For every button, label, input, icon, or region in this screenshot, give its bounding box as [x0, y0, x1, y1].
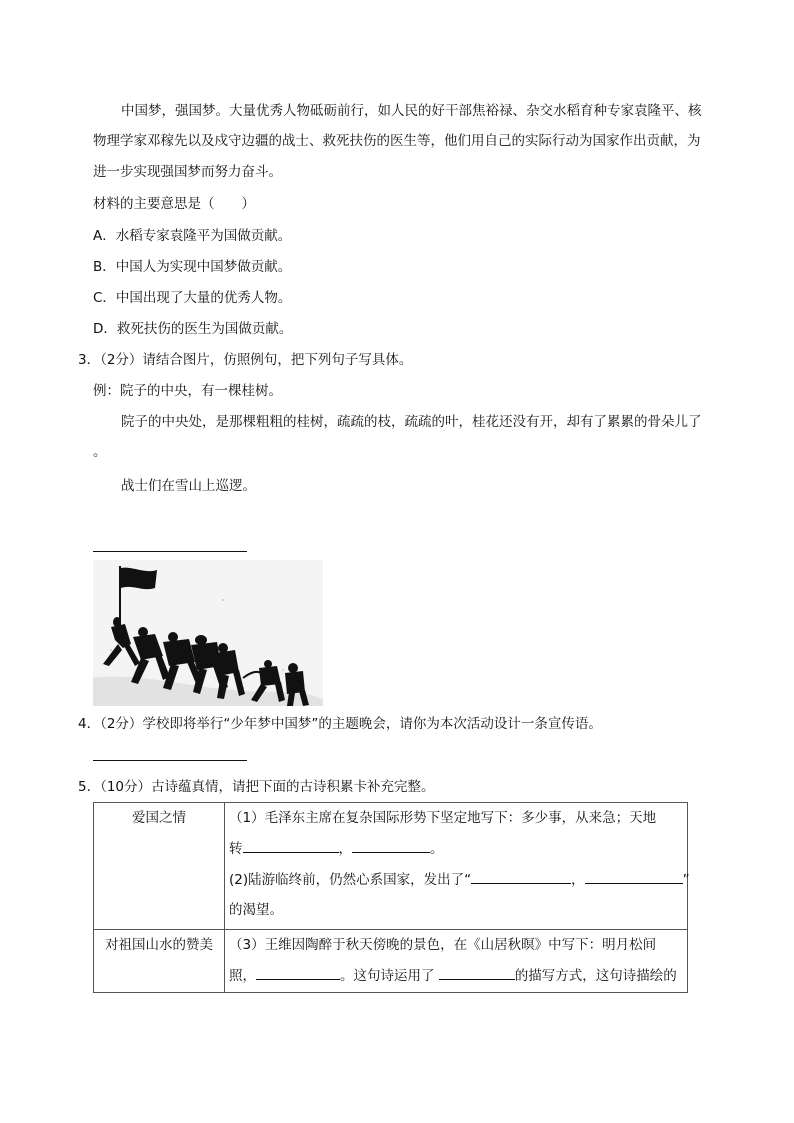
question-4-stem: 4．（2分）学校即将举行“少年梦中国梦”的主题晚会，请你为本次活动设计一条宣传语。 [78, 716, 602, 732]
passage-line-2: 物理学家邓稼先以及戍守边疆的战士、救死扶伤的医生等，他们用自己的实际行动为国家作出贡献，为 [93, 133, 701, 149]
category-cell [94, 930, 225, 993]
option-d[interactable]: D．救死扶伤的医生为国做贡献。 [93, 321, 293, 337]
question-3-model-sentence: 院子的中央处，是那棵粗粗的桂树，疏疏的枝，疏疏的叶，桂花还没有开，却有了累累的骨朵儿了 [121, 414, 702, 430]
table-row [94, 930, 688, 993]
category-cell [94, 803, 225, 930]
category-label: 爱国之情 [132, 810, 186, 826]
question-3-model-end: 。 [93, 444, 107, 460]
soldiers-snow-mountain-image [93, 560, 323, 706]
question-3-task-sentence: 战士们在雪山上巡逻。 [121, 478, 256, 494]
fill-blank[interactable] [243, 838, 339, 853]
option-c[interactable]: C．中国出现了大量的优秀人物。 [93, 290, 292, 306]
question-3-example: 例：院子的中央，有一棵桂树。 [93, 383, 282, 399]
question-3-answer-line[interactable] [93, 551, 247, 552]
table-row [94, 803, 688, 930]
fill-blank[interactable] [256, 965, 340, 980]
item-2-line-2: 的渴望。 [229, 902, 283, 918]
fill-blank[interactable] [439, 965, 515, 980]
passage-line-1: 中国梦，强国梦。大量优秀人物砥砺前行，如人民的好干部焦裕禄、杂交水稻育种专家袁隆平、核 [121, 103, 702, 119]
fill-blank[interactable] [585, 869, 683, 884]
question-3-stem: 3．（2分）请结合图片，仿照例句，把下列句子写具体。 [78, 352, 413, 368]
item-3-line-1: （3）王维因陶醉于秋天傍晚的景色，在《山居秋暝》中写下：明月松间 [229, 937, 657, 953]
item-1-line-1: （1）毛泽东主席在复杂国际形势下坚定地写下：多少事，从来急；天地 [229, 810, 657, 826]
question-4-answer-line[interactable] [93, 760, 247, 761]
question-stem: 材料的主要意思是（ ） [93, 196, 255, 212]
item-3-line-2: 照， 。这句诗运用了 的描写方式，这句诗描绘的 [225, 960, 687, 991]
content-cell [225, 930, 688, 993]
fill-blank[interactable] [471, 869, 571, 884]
content-cell [225, 803, 688, 930]
option-a[interactable]: A．水稻专家袁隆平为国做贡献。 [93, 228, 292, 244]
question-5-stem: 5．（10分）古诗蕴真情，请把下面的古诗积累卡补充完整。 [78, 779, 435, 795]
option-b[interactable]: B．中国人为实现中国梦做贡献。 [93, 259, 292, 275]
item-1-line-2: 转 ， 。 [225, 833, 687, 864]
poem-accumulation-card [93, 802, 688, 993]
passage-line-3: 进一步实现强国梦而努力奋斗。 [93, 164, 282, 180]
fill-blank[interactable] [352, 838, 430, 853]
category-label: 对祖国山水的赞美 [105, 937, 213, 953]
item-2-line-1: (2)陆游临终前，仍然心系国家，发出了“ ， ” [225, 864, 687, 895]
